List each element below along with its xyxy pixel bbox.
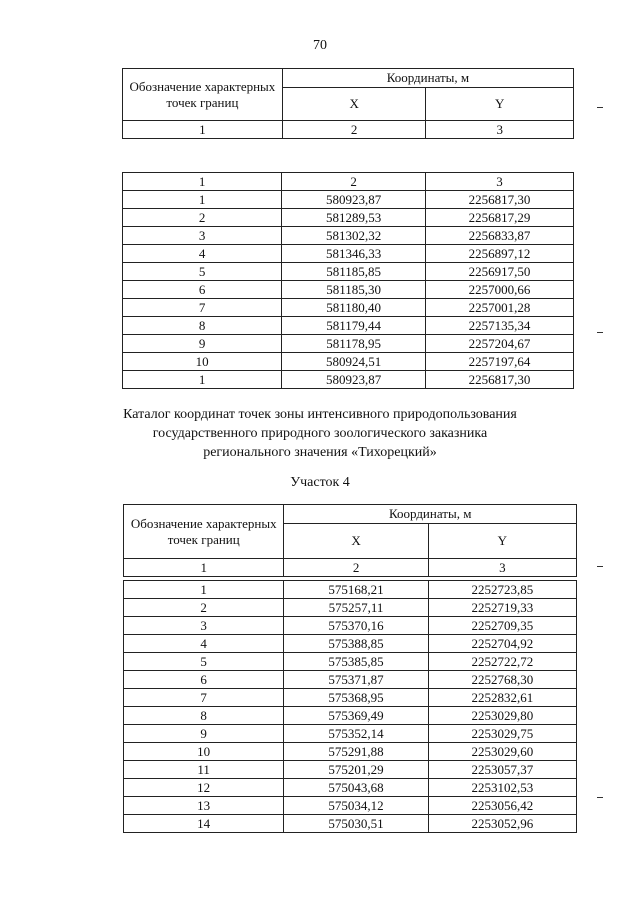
table-row — [123, 353, 574, 371]
x-coordinate-cell: 581179,44 — [282, 317, 426, 335]
x-coordinate-cell: 575385,85 — [284, 653, 428, 671]
column-number: 2 — [282, 121, 426, 139]
table-row — [124, 815, 577, 833]
y-coordinate-cell: 2253056,42 — [428, 797, 576, 815]
point-number-cell: 1 — [123, 371, 282, 389]
y-header: Y — [428, 524, 576, 559]
column-number-row — [123, 173, 574, 191]
table-row — [123, 299, 574, 317]
x-coordinate-cell: 575034,12 — [284, 797, 428, 815]
x-coordinate-cell: 581185,85 — [282, 263, 426, 281]
x-header: X — [282, 88, 426, 121]
point-number-cell: 3 — [123, 227, 282, 245]
x-coordinate-cell: 581346,33 — [282, 245, 426, 263]
point-number-cell: 6 — [123, 281, 282, 299]
point-number-cell: 4 — [124, 635, 284, 653]
point-number-cell: 14 — [124, 815, 284, 833]
point-number-cell: 5 — [123, 263, 282, 281]
point-number-cell: 2 — [123, 209, 282, 227]
table-row — [123, 245, 574, 263]
table-row — [123, 281, 574, 299]
y-coordinate-cell: 2252719,33 — [428, 599, 576, 617]
x-header: X — [284, 524, 428, 559]
y-coordinate-cell: 2257204,67 — [426, 335, 574, 353]
margin-mark — [597, 107, 603, 108]
x-coordinate-cell: 581180,40 — [282, 299, 426, 317]
table-row — [124, 581, 577, 599]
x-coordinate-cell: 575371,87 — [284, 671, 428, 689]
table-row — [123, 209, 574, 227]
table-row — [124, 725, 577, 743]
x-coordinate-cell: 575370,16 — [284, 617, 428, 635]
x-coordinate-cell: 575030,51 — [284, 815, 428, 833]
page-number: 70 — [313, 38, 327, 53]
point-number-cell: 9 — [123, 335, 282, 353]
point-number-cell: 7 — [123, 299, 282, 317]
table-row — [123, 317, 574, 335]
x-coordinate-cell: 575257,11 — [284, 599, 428, 617]
section-title: Участок 4 — [290, 475, 350, 490]
y-coordinate-cell: 2252704,92 — [428, 635, 576, 653]
point-number-cell: 9 — [124, 725, 284, 743]
point-number-cell: 7 — [124, 689, 284, 707]
designation-header: Обозначение характерных точек границ — [123, 69, 283, 121]
point-number-cell: 8 — [124, 707, 284, 725]
coordinates-data-table — [122, 172, 574, 389]
point-number-cell: 6 — [124, 671, 284, 689]
x-coordinate-cell: 575168,21 — [284, 581, 428, 599]
table-row — [124, 761, 577, 779]
x-coordinate-cell: 575368,95 — [284, 689, 428, 707]
table-row — [124, 779, 577, 797]
y-coordinate-cell: 2252832,61 — [428, 689, 576, 707]
y-coordinate-cell: 2256897,12 — [426, 245, 574, 263]
x-coordinate-cell: 575291,88 — [284, 743, 428, 761]
catalog-title — [0, 405, 640, 462]
header-row — [124, 505, 577, 524]
x-coordinate-cell: 581302,32 — [282, 227, 426, 245]
x-coordinate-cell: 581289,53 — [282, 209, 426, 227]
y-coordinate-cell: 2257001,28 — [426, 299, 574, 317]
y-coordinate-cell: 2253102,53 — [428, 779, 576, 797]
table-row — [123, 227, 574, 245]
table-row — [123, 263, 574, 281]
designation-header: Обозначение характерных точек границ — [124, 505, 284, 559]
point-number-cell: 1 — [123, 191, 282, 209]
point-number-cell: 2 — [124, 599, 284, 617]
point-number-cell: 13 — [124, 797, 284, 815]
table-row — [124, 599, 577, 617]
point-number-cell: 10 — [124, 743, 284, 761]
point-number-cell: 4 — [123, 245, 282, 263]
column-number: 1 — [123, 173, 282, 191]
header-row — [123, 69, 574, 88]
y-coordinate-cell: 2257197,64 — [426, 353, 574, 371]
x-coordinate-cell: 575369,49 — [284, 707, 428, 725]
table-row — [123, 191, 574, 209]
column-number: 2 — [284, 559, 428, 577]
y-coordinate-cell: 2253029,60 — [428, 743, 576, 761]
y-coordinate-cell: 2253052,96 — [428, 815, 576, 833]
coordinates-header: Координаты, м — [282, 69, 573, 88]
y-coordinate-cell: 2256833,87 — [426, 227, 574, 245]
catalog-title-line: регионального значения «Тихорецкий» — [203, 445, 437, 460]
column-number: 2 — [282, 173, 426, 191]
y-coordinate-cell: 2253029,75 — [428, 725, 576, 743]
column-number: 3 — [426, 173, 574, 191]
y-coordinate-cell: 2252722,72 — [428, 653, 576, 671]
x-coordinate-cell: 580923,87 — [282, 371, 426, 389]
y-coordinate-cell: 2256817,30 — [426, 371, 574, 389]
coordinates-data-table — [123, 580, 577, 833]
table-row — [124, 707, 577, 725]
coordinates-header-table — [123, 504, 577, 577]
table-row — [124, 617, 577, 635]
column-number: 1 — [123, 121, 283, 139]
y-coordinate-cell: 2257000,66 — [426, 281, 574, 299]
y-coordinate-cell: 2253057,37 — [428, 761, 576, 779]
margin-mark — [597, 332, 603, 333]
point-number-cell: 10 — [123, 353, 282, 371]
point-number-cell: 5 — [124, 653, 284, 671]
y-coordinate-cell: 2252723,85 — [428, 581, 576, 599]
y-coordinate-cell: 2252768,30 — [428, 671, 576, 689]
y-coordinate-cell: 2256817,29 — [426, 209, 574, 227]
point-number-cell: 1 — [124, 581, 284, 599]
y-coordinate-cell: 2256917,50 — [426, 263, 574, 281]
table-row — [124, 797, 577, 815]
table-row — [124, 689, 577, 707]
table-row — [124, 743, 577, 761]
x-coordinate-cell: 580924,51 — [282, 353, 426, 371]
x-coordinate-cell: 575043,68 — [284, 779, 428, 797]
x-coordinate-cell: 575388,85 — [284, 635, 428, 653]
column-number: 3 — [428, 559, 576, 577]
y-header: Y — [426, 88, 574, 121]
y-coordinate-cell: 2252709,35 — [428, 617, 576, 635]
column-number-row — [124, 559, 577, 577]
table-row — [123, 335, 574, 353]
column-number-row — [123, 121, 574, 139]
table-row — [124, 653, 577, 671]
point-number-cell: 3 — [124, 617, 284, 635]
y-coordinate-cell: 2253029,80 — [428, 707, 576, 725]
point-number-cell: 12 — [124, 779, 284, 797]
coordinates-header-table — [122, 68, 574, 139]
catalog-title-line: Каталог координат точек зоны интенсивного природопользования — [123, 407, 517, 422]
x-coordinate-cell: 575201,29 — [284, 761, 428, 779]
point-number-cell: 11 — [124, 761, 284, 779]
table-row — [123, 371, 574, 389]
x-coordinate-cell: 581178,95 — [282, 335, 426, 353]
x-coordinate-cell: 581185,30 — [282, 281, 426, 299]
x-coordinate-cell: 580923,87 — [282, 191, 426, 209]
point-number-cell: 8 — [123, 317, 282, 335]
margin-mark — [597, 797, 603, 798]
table-row — [124, 671, 577, 689]
y-coordinate-cell: 2257135,34 — [426, 317, 574, 335]
margin-mark — [597, 566, 603, 567]
x-coordinate-cell: 575352,14 — [284, 725, 428, 743]
catalog-title-line: государственного природного зоологического заказника — [152, 426, 488, 441]
coordinates-header: Координаты, м — [284, 505, 577, 524]
y-coordinate-cell: 2256817,30 — [426, 191, 574, 209]
table-row — [124, 635, 577, 653]
column-number: 1 — [124, 559, 284, 577]
column-number: 3 — [426, 121, 574, 139]
